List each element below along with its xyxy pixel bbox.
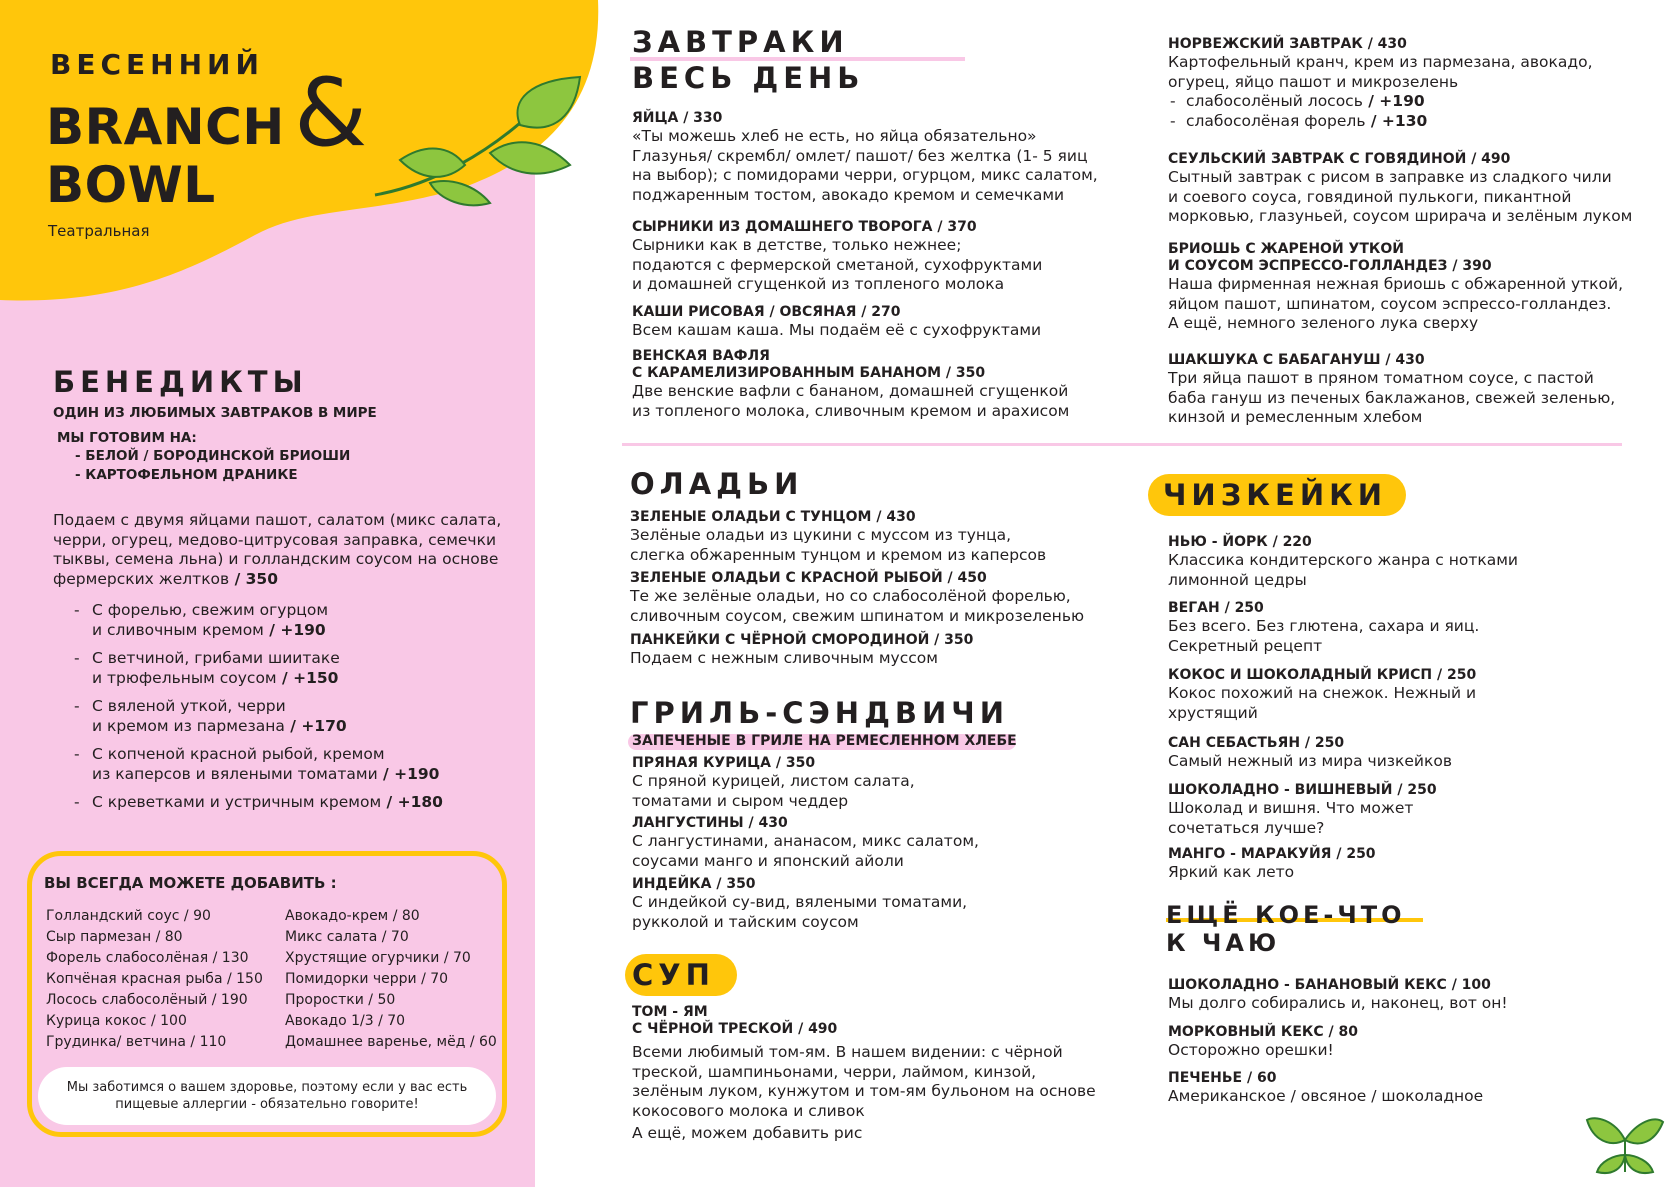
menu-item: БРИОШЬ С ЖАРЕНОЙ УТКОЙ И СОУСОМ ЭСПРЕССО-ГОЛЛАНДЕЗ / 390 Наша фирменная нежная бриошь с обжаренной уткой, яйцом пашот, шпинатом, соусом эспрессо-голландез. А ещё, немного зеленого лука сверху [1168,241,1624,332]
addon-item: Форель слабосолёная / 130 [46,950,249,966]
pancakes-title: ОЛАДЬИ [630,467,804,501]
brand-ampersand: & [294,59,368,168]
menu-item: КАШИ РИСОВАЯ / ОВСЯНАЯ / 270 Всем кашам каша. Мы подаём её с сухофруктами [632,304,1042,339]
addon-item: Лосось слабосолёный / 190 [46,992,248,1008]
menu-item: НОРВЕЖСКИЙ ЗАВТРАК / 430 Картофельный кранч, крем из пармезана, авокадо, огурец, яйцо пашот и микрозелень - слабосолёный лосось / +190 - слабосолёная форель / +130 [1168,36,1593,131]
menu-item: СЕУЛЬСКИЙ ЗАВТРАК С ГОВЯДИНОЙ / 490 Сытный завтрак с рисом в заправке из сладкого чили и соевого соуса, говядиной пулькоги, пикантной морковью, глазуньей, соусом шрирача и зелёным луком [1168,151,1633,225]
benedicts-description [53,511,501,589]
menu-item: МАНГО - МАРАКУЙЯ / 250 Яркий как лето [1168,846,1376,881]
grill-subtitle: ЗАПЕЧЕНЫЕ В ГРИЛЕ НА РЕМЕСЛЕННОМ ХЛЕБЕ [632,733,1017,749]
addons-left-list [46,906,263,1053]
description-line: черри, огурец, медово-цитрусовая заправка, семечки [53,530,497,549]
description-line: фермерских желтков [53,569,230,588]
menu-item: ЯЙЦА / 330 «Ты можешь хлеб не есть, но яйца обязательно» Глазунья/ скрембл/ омлет/ пашот/ без желтка (1- 5 яиц на выбор); с помидорами черри, огурцом, микс салатом, поджаренным тостом, авокадо кремом и семечками [632,110,1098,204]
benedict-option: - С форелью, свежим огурцом и сливочным кремом / +190 [74,601,443,640]
benedicts-title: БЕНЕДИКТЫ [53,365,308,399]
breakfasts-title-line1: ЗАВТРАКИ [632,25,849,59]
menu-item: ТОМ - ЯМ С ЧЁРНОЙ ТРЕСКОЙ / 490 Всеми любимый том-ям. В нашем видении: с чёрной треской, шампиньонами, черри, лаймом, кинзой, зелёным луком, кунжутом и том-ям бульоном на основе кокосового молока и сливок А ещё, можем добавить рис [632,1004,1096,1142]
menu-item: ПАНКЕЙКИ С ЧЁРНОЙ СМОРОДИНОЙ / 350 Подаем с нежным сливочным муссом [630,632,974,667]
grill-title: ГРИЛЬ-СЭНДВИЧИ [630,696,1009,730]
benedicts-prep-option: - БЕЛОЙ / БОРОДИНСКОЙ БРИОШИ [75,448,351,464]
addon-item: Домашнее варенье, мёд / 60 [285,1034,497,1050]
menu-item: САН СЕБАСТЬЯН / 250 Самый нежный из мира чизкейков [1168,735,1452,770]
benedict-option: - С ветчиной, грибами шиитаке и трюфельным соусом / +150 [74,649,443,688]
addons-title: ВЫ ВСЕГДА МОЖЕТЕ ДОБАВИТЬ : [44,874,337,892]
soup-title: СУП [632,958,715,992]
menu-item: ПЕЧЕНЬЕ / 60 Американское / овсяное / шоколадное [1168,1070,1484,1105]
benedicts-prep-heading: МЫ ГОТОВИМ НА: [57,430,197,446]
extras-list: - слабосолёный лосось / +190 - слабосолёная форель / +130 [1168,92,1593,131]
menu-item: ИНДЕЙКА / 350 С индейкой су-вид, вялеными томатами, рукколой и тайским соусом [632,876,968,931]
benedict-option: - С вяленой уткой, черри и кремом из пармезана / +170 [74,697,443,736]
benedict-option: - С креветками и устричным кремом / +180 [74,793,443,813]
menu-item: ЗЕЛЕНЫЕ ОЛАДЬИ С ТУНЦОМ / 430 Зелёные оладьи из цукини с муссом из тунца, слегка обжаренным тунцом и кремом из каперсов [630,509,1047,564]
benedicts-subtitle: ОДИН ИЗ ЛЮБИМЫХ ЗАВТРАКОВ В МИРЕ [53,405,377,421]
brand-kicker: ВЕСЕННИЙ [50,48,264,81]
tea-title-line2: К ЧАЮ [1166,929,1281,957]
brand-name-line2: BOWL [46,156,216,214]
description-line: Подаем с двумя яйцами пашот, салатом (микс салата, [53,511,502,529]
brand-location: Театральная [48,222,150,240]
menu-item: КОКОС И ШОКОЛАДНЫЙ КРИСП / 250 Кокос похожий на снежок. Нежный и хрустящий [1168,667,1477,722]
leaf-sprig-icon [370,75,600,225]
section-divider [622,443,1622,446]
menu-item: ШОКОЛАДНО - БАНАНОВЫЙ КЕКС / 100 Мы долго собирались и, наконец, вот он! [1168,977,1508,1012]
description-line: тыквы, семена льна) и голландским соусом на основе [53,550,499,568]
menu-item: ШАКШУКА С БАБАГАНУШ / 430 Три яйца пашот в пряном томатном соусе, с пастой баба гануш из печеных баклажанов, свежей зеленью, кинзой и ремесленным хлебом [1168,352,1616,426]
addon-item: Микс салата / 70 [285,929,409,945]
brand-name-line1: BRANCH [46,98,285,156]
cheesecakes-title: ЧИЗКЕЙКИ [1163,478,1388,512]
addons-right-list [285,906,497,1053]
menu-item: НЬЮ - ЙОРК / 220 Классика кондитерского жанра с нотками лимонной цедры [1168,534,1518,589]
addon-item: Проростки / 50 [285,992,396,1008]
addon-item: Помидорки черри / 70 [285,971,449,987]
menu-item: ЗЕЛЕНЫЕ ОЛАДЬИ С КРАСНОЙ РЫБОЙ / 450 Те же зелёные оладьи, но со слабосолёной форелью, сливочным соусом, свежим шпинатом и микрозеленью [630,570,1084,625]
benedicts-price: / 350 [229,569,278,588]
small-leaf-icon [1585,1100,1665,1180]
menu-item: ЛАНГУСТИНЫ / 430 С лангустинами, ананасом, микс салатом, соусами манго и японский айоли [632,815,979,870]
brand-name [46,98,285,214]
allergy-line: пищевые аллергии - обязательно говорите! [115,1097,419,1112]
benedicts-prep-option: - КАРТОФЕЛЬНОМ ДРАНИКЕ [75,467,298,483]
addon-item: Курица кокос / 100 [46,1013,187,1029]
addon-item: Сыр пармезан / 80 [46,929,183,945]
menu-item: ВЕГАН / 250 Без всего. Без глютена, сахара и яиц. Секретный рецепт [1168,600,1480,655]
tea-title-line1: ЕЩЁ КОЕ-ЧТО [1166,901,1406,929]
menu-item: СЫРНИКИ ИЗ ДОМАШНЕГО ТВОРОГА / 370 Сырники как в детстве, только нежнее; подаются с фермерской сметаной, сухофруктами и домашней сгущенкой из топленого молока [632,219,1043,293]
menu-item: ВЕНСКАЯ ВАФЛЯ С КАРАМЕЛИЗИРОВАННЫМ БАНАНОМ / 350 Две венские вафли с бананом, домашней сгущенкой из топленого молока, сливочным кремом и арахисом [632,348,1070,420]
allergy-line: Мы заботимся о вашем здоровье, поэтому если у вас есть [66,1080,468,1095]
menu-item: ШОКОЛАДНО - ВИШНЕВЫЙ / 250 Шоколад и вишня. Что может сочетаться лучше? [1168,782,1437,837]
addon-item: Авокадо 1/3 / 70 [285,1013,406,1029]
addon-item: Голландский соус / 90 [46,908,211,924]
addon-item: Копчёная красная рыба / 150 [46,971,263,987]
menu-item: МОРКОВНЫЙ КЕКС / 80 Осторожно орешки! [1168,1024,1358,1059]
benedict-option: - С копченой красной рыбой, кремом из каперсов и вялеными томатами / +190 [74,745,443,784]
menu-item: ПРЯНАЯ КУРИЦА / 350 С пряной курицей, листом салата, томатами и сыром чеддер [632,755,915,810]
breakfasts-title-line2: ВЕСЬ ДЕНЬ [632,61,865,95]
addon-item: Хрустящие огурчики / 70 [285,950,471,966]
allergy-notice [38,1067,496,1125]
addon-item: Грудинка/ ветчина / 110 [46,1034,227,1050]
addon-item: Авокадо-крем / 80 [285,908,420,924]
benedicts-options [74,601,443,822]
